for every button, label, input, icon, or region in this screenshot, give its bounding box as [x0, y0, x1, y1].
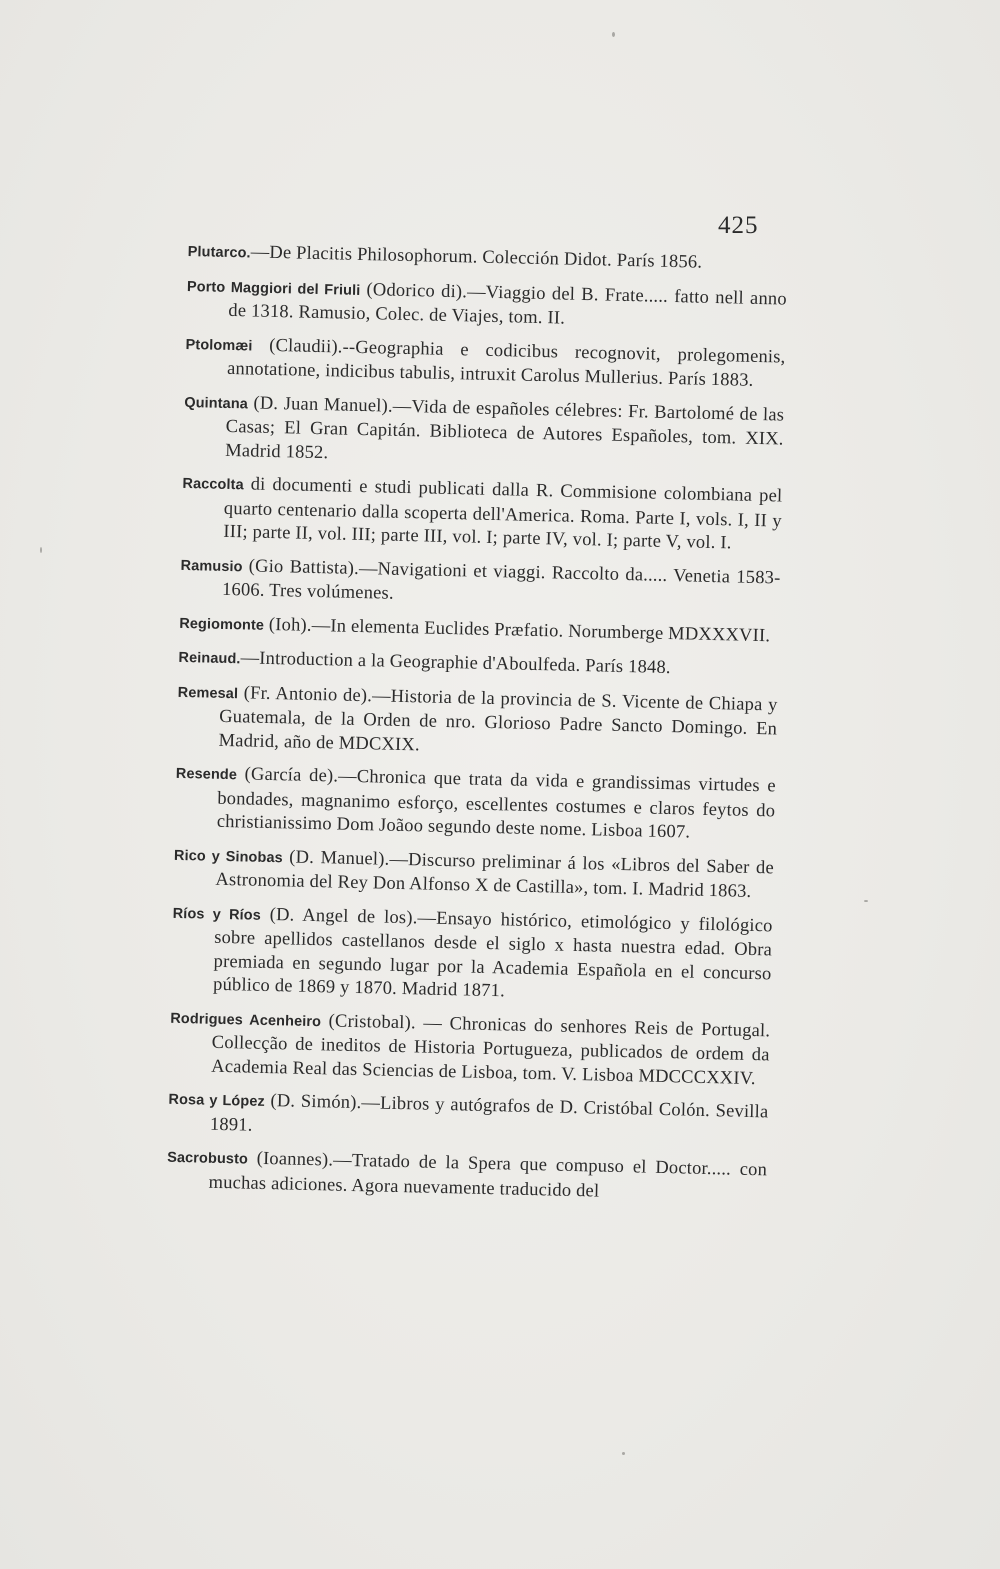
entry-author: Rosa y López: [168, 1091, 265, 1110]
entry-text: (D. Manuel).—Discurso preliminar á los «Libros del Saber de Astronomia del Rey Don Alfonso X de Castilla», tom. I. Madrid 1863.: [215, 846, 775, 902]
entry-text: (Fr. Antonio de).—Historia de la provincia de S. Vicente de Chiapa y Guatemala, de la Orden de nro. Glorioso Padre Sancto Domingo. En Madrid, año de MDCXIX.: [218, 682, 778, 755]
entry-text: —Introduction a la Geographie d'Aboulfeda. París 1848.: [240, 648, 671, 679]
entry-author: Ramusio: [180, 557, 243, 575]
bibliography-entry: [175, 762, 776, 847]
entry-author: Remesal: [177, 684, 239, 702]
entry-text: (Odorico di).—Viaggio del B. Frate..... fatto nell anno de 1318. Ramusio, Colec. de Viajes, tom. II.: [228, 279, 788, 329]
entry-author: Sacrobusto: [166, 1149, 249, 1168]
entry-author: Ríos y Ríos: [172, 905, 262, 924]
page-number: 425: [718, 212, 759, 239]
entry-text: di documenti e studi publicati dalla R. Commisione colombiana pel quarto centenario dalla scoperta dell'America. Roma. Parte I, vols. I, II y III; parte II, vol. III; parte III, vol. I; parte IV, vol. I; parte V, vol. I.: [223, 474, 783, 554]
entry-author: Porto Maggiori del Friuli: [186, 278, 361, 299]
bibliography-entry: [176, 680, 777, 765]
bibliography-entry: [183, 390, 784, 475]
entry-author: Quintana: [184, 394, 249, 412]
ink-speck: [622, 1452, 625, 1455]
entry-text: (García de).—Chronica que trata da vida e grandissimas virtudes e bondades, magnanimo esforço, escellentes costumes e claros feytos do christianissimo Dom Joãoo segundo deste nome. Lisboa 1607.: [216, 764, 776, 843]
entry-author: Ptolomæi: [185, 336, 253, 354]
entry-author: Reinaud.: [178, 649, 241, 668]
entry-text: (Ioannes).—Tratado de la Spera que compuso el Doctor..... con muchas adiciones. Agora nuevamente traducido del: [208, 1148, 768, 1202]
bibliography-entry: [185, 332, 786, 394]
entry-text: (Claudii).--Geographia e codicibus recognovit, prolegomenis, annotatione, indicibus tabulis, intruxit Carolus Mullerius. París 1883.: [226, 334, 786, 391]
entry-text: (D. Angel de los).—Ensayo histórico, etimológico y filológico sobre apellidos castellanos desde el siglo x hasta nuestra edad. Obra premiada en segundo lugar por la Academia Española en el concurso público de 1869 y 1870. Madrid 1871.: [212, 904, 773, 1002]
bibliography-entry: [178, 646, 778, 684]
entry-text: (Gio Battista).—Navigationi et viaggi. Raccolto da..... Venetia 1583-1606. Tres volúmenes.: [221, 555, 781, 604]
entry-text: (D. Simón).—Libros y autógrafos de D. Cristóbal Colón. Sevilla 1891.: [209, 1090, 769, 1136]
bibliography-entry: [186, 274, 787, 336]
bibliography-entry: [180, 553, 781, 615]
entry-author: Regiomonte: [179, 615, 265, 634]
bibliography-entry: [187, 240, 787, 278]
entry-text: (D. Juan Manuel).—Vida de españoles célebres: Fr. Bartolomé de las Casas; El Gran Capitán. Biblioteca de Autores Españoles, tom. XIX. Madrid 1852.: [225, 392, 785, 463]
ink-speck: [864, 900, 868, 902]
entry-text: (Ioh).—In elementa Euclides Præfatio. Norumberge MDXXXVII.: [263, 614, 771, 646]
bibliography-entry: [179, 611, 779, 649]
entry-author: Rico y Sinobas: [173, 847, 283, 866]
bibliography-entry: [181, 472, 782, 557]
entry-author: Plutarco.: [187, 243, 251, 262]
bibliography-entry: [166, 1146, 767, 1208]
bibliography-entry: [173, 843, 774, 905]
bibliography-entry: [171, 901, 773, 1010]
bibliography-entry: [168, 1088, 769, 1150]
ink-speck: [612, 32, 615, 37]
entry-author: Resende: [175, 765, 238, 784]
entry-author: Rodrigues Acenheiro: [170, 1010, 322, 1030]
ink-speck: [40, 547, 42, 553]
entry-text: —De Placitis Philosophorum. Colección Didot. París 1856.: [250, 242, 703, 273]
entry-text: (Cristobal). — Chronicas do senhores Reis de Portugal. Collecção de ineditos de Historia Portugueza, publicados de ordem da Academia Real das Sciencias de Lisboa, tom. V. Lisboa MDCCCXXIV.: [211, 1010, 771, 1089]
entry-author: Raccolta: [182, 475, 244, 494]
bibliography-entry: [169, 1006, 770, 1091]
bibliography-list: [166, 240, 788, 1217]
